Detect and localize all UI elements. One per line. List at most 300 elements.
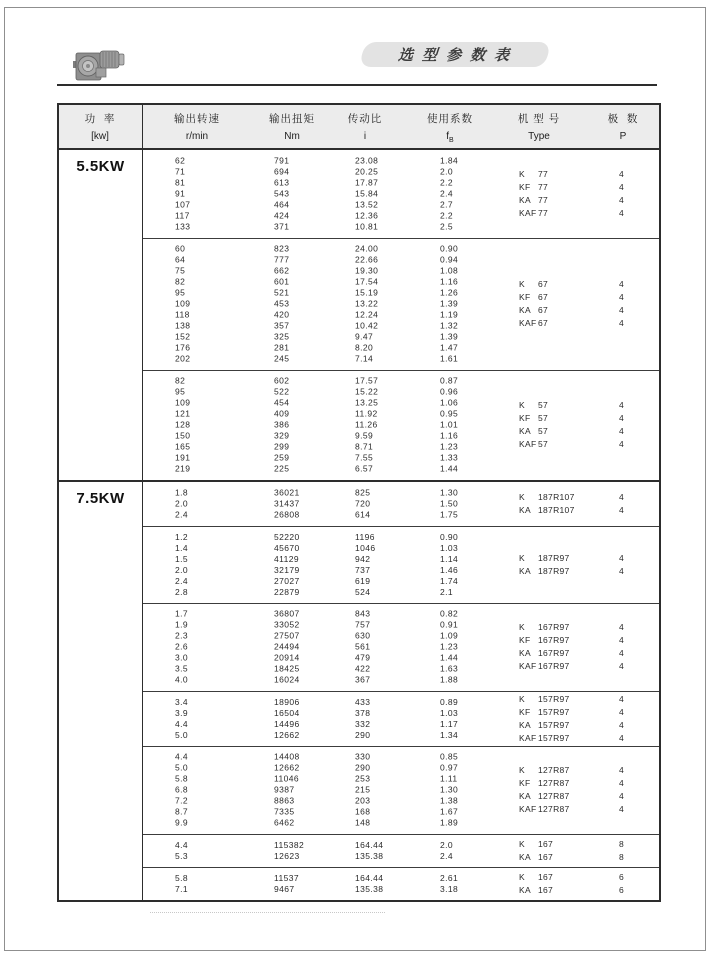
cell-ratio: 367 — [355, 674, 371, 685]
power-label: 5.5KW — [76, 158, 125, 175]
cell-nm: 6462 — [274, 817, 295, 828]
cell-ratio: 290 — [355, 762, 371, 773]
column-poles — [619, 871, 624, 897]
column-ratio — [355, 244, 378, 365]
type-prefix: KF — [519, 292, 531, 302]
data-block — [59, 482, 659, 526]
power-group — [59, 480, 659, 900]
column-type — [519, 764, 570, 816]
cell-nm: 329 — [274, 430, 290, 441]
cell-ratio: 422 — [355, 663, 371, 674]
cell-nm: 9387 — [274, 784, 295, 795]
cell-poles: 4 — [619, 706, 625, 717]
cell-nm: 543 — [274, 188, 290, 199]
cell-rpm: 82 — [175, 375, 186, 386]
data-block — [59, 691, 659, 746]
type-prefix: KAF — [519, 804, 537, 814]
type-prefix: K — [519, 492, 525, 502]
type-prefix: KA — [519, 851, 531, 862]
cell-rpm: 95 — [175, 386, 186, 397]
cell-poles: 4 — [619, 791, 625, 801]
cell-ratio: 11.92 — [355, 408, 378, 419]
cell-fb: 2.61 — [440, 872, 459, 883]
cell-nm: 694 — [274, 166, 290, 177]
cell-fb: 1.61 — [440, 353, 459, 364]
cell-rpm: 152 — [175, 331, 191, 342]
cell-fb: 1.16 — [440, 276, 459, 287]
column-type — [519, 552, 570, 578]
column-type — [519, 693, 570, 745]
model-type — [519, 634, 570, 647]
cell-rpm: 1.4 — [175, 542, 189, 553]
cell-rpm: 75 — [175, 265, 186, 276]
column-poles — [619, 552, 624, 578]
type-model: 57 — [538, 439, 549, 449]
type-model: 187R97 — [538, 565, 570, 576]
cell-rpm: 5.0 — [175, 729, 189, 740]
header-ratio-label: 传动比 — [347, 113, 383, 125]
column-rpm — [175, 376, 190, 475]
cell-nm: 12662 — [274, 729, 300, 740]
type-model: 167R97 — [538, 648, 570, 658]
model-type — [519, 317, 548, 330]
cell-ratio: 378 — [355, 707, 371, 718]
column-poles — [619, 399, 624, 451]
cell-rpm: 4.4 — [175, 839, 189, 850]
cell-rpm: 1.7 — [175, 608, 189, 619]
column-nm — [274, 697, 300, 741]
data-block — [59, 603, 659, 691]
cell-nm: 41129 — [274, 553, 300, 564]
cell-fb: 1.75 — [440, 509, 459, 520]
cell-rpm: 117 — [175, 210, 190, 221]
column-fb — [440, 752, 458, 829]
cell-ratio: 479 — [355, 652, 371, 663]
cell-rpm: 109 — [175, 397, 191, 408]
cell-poles: 4 — [619, 439, 625, 449]
cell-ratio: 24.00 — [355, 243, 379, 254]
type-model: 127R87 — [538, 765, 570, 775]
cell-nm: 8863 — [274, 795, 295, 806]
column-type — [519, 168, 548, 220]
cell-ratio: 17.57 — [355, 375, 379, 386]
type-prefix: KA — [519, 426, 531, 436]
cell-nm: 14496 — [274, 718, 300, 729]
model-type — [519, 660, 570, 673]
cell-poles: 4 — [619, 400, 625, 410]
column-ratio — [355, 752, 370, 829]
column-nm — [274, 840, 304, 862]
cell-poles: 4 — [619, 693, 625, 704]
column-fb — [440, 873, 458, 895]
cell-rpm: 2.6 — [175, 641, 189, 652]
header-speed-unit: r/min — [185, 131, 209, 142]
block-divider — [142, 746, 659, 747]
model-type — [519, 412, 548, 425]
block-divider — [142, 834, 659, 835]
column-fb — [440, 697, 458, 741]
cell-rpm: 91 — [175, 188, 186, 199]
cell-fb: 1.30 — [440, 487, 459, 498]
column-type — [519, 871, 553, 897]
type-prefix: KAF — [519, 732, 537, 743]
header-factor — [427, 111, 473, 144]
model-type — [519, 764, 570, 777]
type-prefix: KA — [519, 884, 531, 895]
cell-nm: 16504 — [274, 707, 300, 718]
column-ratio — [355, 376, 378, 475]
model-type — [519, 884, 553, 897]
cell-rpm: 4.4 — [175, 751, 189, 762]
type-prefix: K — [519, 693, 525, 704]
cell-ratio: 942 — [355, 553, 371, 564]
cell-fb: 1.11 — [440, 773, 458, 784]
cell-nm: 27507 — [274, 630, 300, 641]
type-model: 167R97 — [538, 661, 570, 671]
cell-rpm: 128 — [175, 419, 191, 430]
cell-fb: 1.84 — [440, 155, 459, 166]
cell-nm: 27027 — [274, 575, 300, 586]
header-ratio-unit: i — [363, 131, 367, 142]
cell-ratio: 825 — [355, 487, 371, 498]
column-fb — [440, 156, 458, 233]
cell-rpm: 121 — [175, 408, 191, 419]
cell-nm: 32179 — [274, 564, 300, 575]
type-prefix: K — [519, 765, 525, 775]
cell-rpm: 64 — [175, 254, 186, 265]
type-model: 67 — [538, 292, 549, 302]
cell-fb: 1.01 — [440, 419, 459, 430]
cell-ratio: 13.22 — [355, 298, 379, 309]
type-prefix: KF — [519, 706, 531, 717]
type-prefix: K — [519, 169, 525, 179]
cell-ratio: 6.57 — [355, 463, 374, 474]
model-type — [519, 491, 575, 504]
cell-nm: 11537 — [274, 872, 300, 883]
type-model: 57 — [538, 426, 549, 436]
column-poles — [619, 693, 624, 745]
column-nm — [274, 873, 299, 895]
cell-fb: 2.7 — [440, 199, 454, 210]
column-nm — [274, 488, 300, 521]
cell-rpm: 1.8 — [175, 487, 189, 498]
cell-fb: 1.39 — [440, 298, 459, 309]
data-block — [59, 867, 659, 900]
header-type-label: 机 型 号 — [517, 113, 561, 125]
cell-rpm: 2.4 — [175, 509, 189, 520]
cell-rpm: 150 — [175, 430, 191, 441]
cell-nm: 464 — [274, 199, 290, 210]
data-block — [59, 746, 659, 834]
cell-nm: 299 — [274, 441, 290, 452]
cell-fb: 2.2 — [440, 177, 454, 188]
type-model: 67 — [538, 305, 549, 315]
cell-ratio: 330 — [355, 751, 371, 762]
model-type — [519, 438, 548, 451]
power-group — [59, 150, 659, 480]
cell-poles: 4 — [619, 719, 625, 730]
cell-rpm: 8.7 — [175, 806, 189, 817]
model-type — [519, 278, 548, 291]
cell-poles: 6 — [619, 871, 625, 882]
cell-rpm: 2.8 — [175, 586, 189, 597]
cell-nm: 26808 — [274, 509, 300, 520]
cell-rpm: 3.5 — [175, 663, 189, 674]
type-model: 77 — [538, 169, 549, 179]
header-type — [518, 111, 560, 142]
type-prefix: KA — [519, 791, 531, 801]
column-fb — [440, 840, 453, 862]
cell-fb: 1.33 — [440, 452, 459, 463]
cell-nm: 11046 — [274, 773, 300, 784]
type-model: 127R87 — [538, 791, 570, 801]
cell-fb: 1.17 — [440, 718, 459, 729]
model-type — [519, 871, 553, 884]
cell-ratio: 8.71 — [355, 441, 374, 452]
cell-rpm: 191 — [175, 452, 191, 463]
type-model: 187R107 — [538, 492, 575, 502]
cell-rpm: 5.8 — [175, 773, 189, 784]
cell-ratio: 290 — [355, 729, 371, 740]
cell-poles: 4 — [619, 804, 625, 814]
cell-ratio: 168 — [355, 806, 371, 817]
data-block — [59, 526, 659, 603]
cell-poles: 8 — [619, 838, 625, 849]
model-type — [519, 291, 548, 304]
model-type — [519, 732, 570, 745]
cell-fb: 1.23 — [440, 641, 459, 652]
cell-fb: 1.38 — [440, 795, 459, 806]
column-ratio — [355, 488, 370, 521]
cell-ratio: 619 — [355, 575, 371, 586]
cell-fb: 1.44 — [440, 652, 459, 663]
cell-nm: 36807 — [274, 608, 300, 619]
cell-rpm: 81 — [175, 177, 186, 188]
column-ratio — [355, 156, 378, 233]
cell-fb: 1.09 — [440, 630, 459, 641]
column-fb — [440, 609, 458, 686]
cell-nm: 521 — [274, 287, 290, 298]
model-type — [519, 693, 570, 706]
cell-fb: 1.46 — [440, 564, 459, 575]
cell-ratio: 1196 — [355, 531, 375, 542]
cell-fb: 2.5 — [440, 221, 454, 232]
cell-nm: 52220 — [274, 531, 300, 542]
cell-fb: 1.32 — [440, 320, 459, 331]
column-poles — [619, 764, 624, 816]
cell-rpm: 4.4 — [175, 718, 189, 729]
cell-nm: 453 — [274, 298, 290, 309]
column-type — [519, 399, 548, 451]
header-rule — [57, 84, 657, 86]
cell-fb: 1.47 — [440, 342, 459, 353]
cell-rpm: 62 — [175, 155, 186, 166]
cell-poles: 4 — [619, 279, 625, 289]
cell-nm: 259 — [274, 452, 290, 463]
header-power-label: 功 率 — [84, 113, 116, 125]
block-divider — [142, 867, 659, 868]
cell-poles: 4 — [619, 305, 625, 315]
column-type — [519, 278, 548, 330]
cell-poles: 4 — [619, 648, 625, 658]
cell-fb: 0.82 — [440, 608, 459, 619]
type-prefix: KA — [519, 195, 531, 205]
type-prefix: K — [519, 622, 525, 632]
data-block — [59, 834, 659, 867]
type-model: 77 — [538, 195, 549, 205]
type-prefix: K — [519, 552, 525, 563]
header-torque — [269, 111, 315, 142]
cell-nm: 424 — [274, 210, 290, 221]
block-divider — [142, 238, 659, 239]
type-model: 57 — [538, 400, 549, 410]
cell-ratio: 253 — [355, 773, 371, 784]
cell-rpm: 1.2 — [175, 531, 189, 542]
cell-ratio: 7.55 — [355, 452, 374, 463]
cell-fb: 2.4 — [440, 188, 454, 199]
cell-poles: 4 — [619, 292, 625, 302]
cell-ratio: 10.42 — [355, 320, 379, 331]
cell-nm: 31437 — [274, 498, 300, 509]
cell-nm: 14408 — [274, 751, 300, 762]
column-fb — [440, 376, 458, 475]
type-model: 167R97 — [538, 622, 570, 632]
header-factor-unit: $f_B$ — [446, 131, 454, 144]
cell-rpm: 95 — [175, 287, 186, 298]
cell-fb: 0.94 — [440, 254, 459, 265]
header-speed — [174, 111, 220, 142]
cell-fb: 1.26 — [440, 287, 459, 298]
cell-ratio: 17.87 — [355, 177, 379, 188]
model-type — [519, 304, 548, 317]
column-nm — [274, 752, 300, 829]
type-model: 167R97 — [538, 635, 570, 645]
cell-ratio: 8.20 — [355, 342, 374, 353]
cell-poles: 4 — [619, 661, 625, 671]
column-rpm — [175, 532, 188, 598]
column-type — [519, 621, 570, 673]
column-fb — [440, 532, 458, 598]
cell-fb: 0.97 — [440, 762, 459, 773]
cell-ratio: 13.25 — [355, 397, 379, 408]
type-model: 77 — [538, 182, 549, 192]
cell-nm: 420 — [274, 309, 290, 320]
type-model: 167 — [538, 838, 554, 849]
power-label: 7.5KW — [76, 490, 125, 507]
column-fb — [440, 488, 458, 521]
cell-rpm: 133 — [175, 221, 191, 232]
cell-fb: 0.91 — [440, 619, 459, 630]
cell-fb: 1.14 — [440, 553, 459, 564]
cell-nm: 225 — [274, 463, 290, 474]
cell-rpm: 2.3 — [175, 630, 189, 641]
cell-nm: 20914 — [274, 652, 300, 663]
cell-fb: 1.19 — [440, 309, 459, 320]
cell-fb: 1.03 — [440, 542, 459, 553]
column-nm — [274, 156, 289, 233]
selection-parameter-table — [57, 103, 661, 902]
cell-poles: 4 — [619, 182, 625, 192]
cell-fb: 0.89 — [440, 696, 459, 707]
cell-rpm: 82 — [175, 276, 186, 287]
cell-ratio: 20.25 — [355, 166, 379, 177]
cell-rpm: 1.9 — [175, 619, 189, 630]
cell-fb: 1.34 — [440, 729, 459, 740]
cell-poles: 6 — [619, 884, 625, 895]
cell-ratio: 15.84 — [355, 188, 379, 199]
cell-poles: 4 — [619, 565, 625, 576]
cell-rpm: 3.9 — [175, 707, 189, 718]
header-power — [85, 111, 116, 142]
cell-ratio: 561 — [355, 641, 371, 652]
cell-poles: 4 — [619, 552, 625, 563]
header-ratio — [348, 111, 383, 142]
cell-nm: 454 — [274, 397, 290, 408]
cell-ratio: 433 — [355, 696, 371, 707]
cell-rpm: 5.3 — [175, 850, 189, 861]
cell-nm: 18425 — [274, 663, 300, 674]
block-divider — [142, 526, 659, 527]
cell-nm: 9467 — [274, 883, 295, 894]
model-type — [519, 838, 553, 851]
cell-ratio: 720 — [355, 498, 371, 509]
cell-nm: 24494 — [274, 641, 300, 652]
type-model: 167 — [538, 851, 554, 862]
cell-rpm: 60 — [175, 243, 186, 254]
model-type — [519, 552, 570, 565]
cell-rpm: 202 — [175, 353, 191, 364]
cell-fb: 1.63 — [440, 663, 459, 674]
cell-rpm: 138 — [175, 320, 191, 331]
cell-poles: 4 — [619, 208, 625, 218]
cell-nm: 36021 — [274, 487, 300, 498]
model-type — [519, 647, 570, 660]
column-poles — [619, 491, 624, 517]
column-nm — [274, 244, 289, 365]
cell-ratio: 332 — [355, 718, 371, 729]
header-type-unit: Type — [528, 131, 550, 142]
column-rpm — [175, 488, 188, 521]
model-type — [519, 565, 570, 578]
cell-ratio: 9.59 — [355, 430, 374, 441]
cell-rpm: 6.8 — [175, 784, 189, 795]
type-prefix: KA — [519, 305, 531, 315]
type-model: 187R107 — [538, 505, 575, 515]
column-poles — [619, 168, 624, 220]
cell-ratio: 19.30 — [355, 265, 379, 276]
model-type — [519, 399, 548, 412]
cell-ratio: 15.19 — [355, 287, 379, 298]
cell-rpm: 176 — [175, 342, 191, 353]
cell-ratio: 135.38 — [355, 850, 384, 861]
cell-nm: 12623 — [274, 850, 300, 861]
cell-nm: 115382 — [274, 839, 305, 850]
cell-fb: 1.44 — [440, 463, 459, 474]
cell-ratio: 203 — [355, 795, 371, 806]
model-type — [519, 777, 570, 790]
header-poles-unit: P — [619, 131, 627, 142]
cell-nm: 409 — [274, 408, 290, 419]
cell-poles: 4 — [619, 635, 625, 645]
cell-fb: 1.30 — [440, 784, 459, 795]
cell-nm: 662 — [274, 265, 290, 276]
cell-rpm: 3.0 — [175, 652, 189, 663]
cell-nm: 325 — [274, 331, 290, 342]
cell-rpm: 71 — [175, 166, 186, 177]
column-fb — [440, 244, 458, 365]
cell-fb: 1.50 — [440, 498, 459, 509]
cell-ratio: 135.38 — [355, 883, 384, 894]
